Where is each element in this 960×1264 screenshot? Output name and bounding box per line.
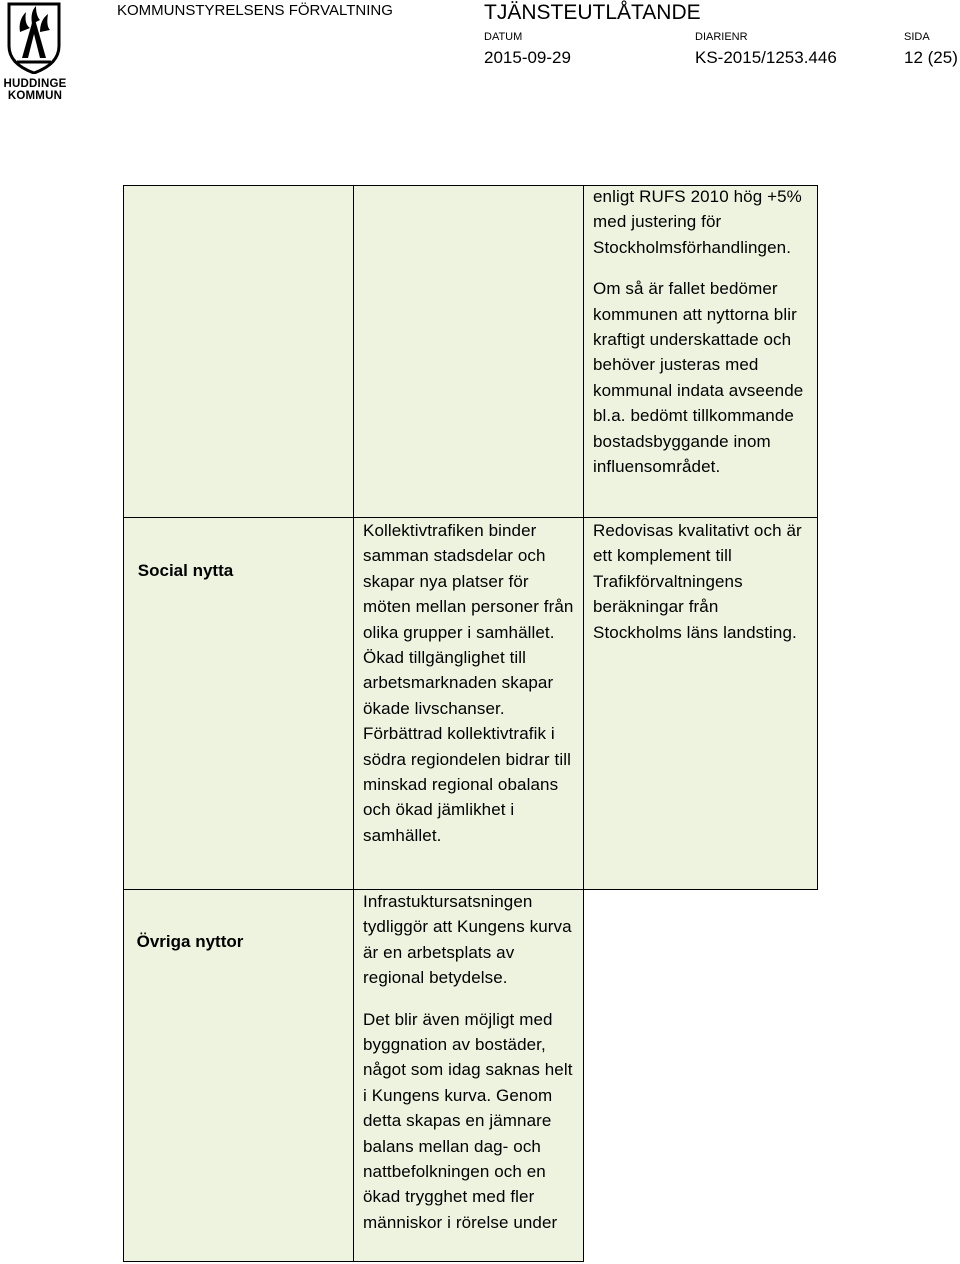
row1-col3-paragraph-2: Om så är fallet bedömer kommunen att nyttorna blir kraftigt underskattade och behöver justeras med kommunal indata avseende bl.a. bedömt tillkommande bostadsbyggande inom influensområdet.: [593, 279, 804, 477]
date-label: DATUM: [484, 31, 523, 43]
page-label: SIDA: [904, 31, 930, 43]
row2-col2-cell: Kollektivtrafiken binder samman stadsdelar och skapar nya platser för möten mellan personer från olika grupper i samhället. Ökad tillgänglighet till arbetsmarknaden skapar ökade livschanser. Förbättrad kollektivtrafik i södra regiondelen bidrar till minskad regional obalans och ökad jämlikhet i samhället.: [363, 521, 574, 845]
row3-col2-paragraph-1: Infrastuktursatsningen tydliggör att Kungens kurva är en arbetsplats av regional betydelse.: [363, 892, 572, 988]
cell-bg-row1-col1: [124, 186, 353, 517]
table-border-left: [123, 185, 124, 1262]
diarienr-label: DIARIENR: [695, 31, 748, 43]
organization-name: KOMMUNSTYRELSENS FÖRVALTNING: [117, 2, 393, 19]
cell-bg-row1-col2: [354, 186, 583, 517]
row1-col3-paragraph-1: enligt RUFS 2010 hög +5% med justering för Stockholmsförhandlingen.: [593, 187, 802, 257]
row-label-social-nytta: Social nytta: [137, 561, 234, 580]
logo-text-line2: KOMMUN: [7, 90, 63, 102]
table-border-col2-right: [583, 185, 584, 1262]
table-border-right: [817, 185, 818, 890]
date-value: 2015-09-29: [484, 48, 571, 67]
diarienr-value: KS-2015/1253.446: [695, 48, 837, 67]
logo-text-line1: HUDDINGE: [3, 78, 67, 90]
row1-col3-cell: [593, 184, 811, 495]
row-label-ovriga-nyttor: Övriga nyttor: [136, 932, 244, 951]
row3-col2-cell: [363, 889, 577, 1251]
row3-col2-paragraph-2: Det blir även möjligt med byggnation av bostäder, något som idag saknas helt i Kungens kurva. Genom detta skapas en jämnare balans mellan dag- och nattbefolkningen och en ökad trygghet med fler människor i rörelse under: [363, 1009, 573, 1232]
row2-col3-cell: Redovisas kvalitativt och är ett komplement till Trafikförvaltningens beräkningar från Stockholms läns landsting.: [593, 521, 802, 642]
table-border-col1-right: [353, 185, 354, 1262]
page-value: 12 (25): [904, 48, 958, 67]
document-type: TJÄNSTEUTLÅTANDE: [484, 1, 701, 24]
